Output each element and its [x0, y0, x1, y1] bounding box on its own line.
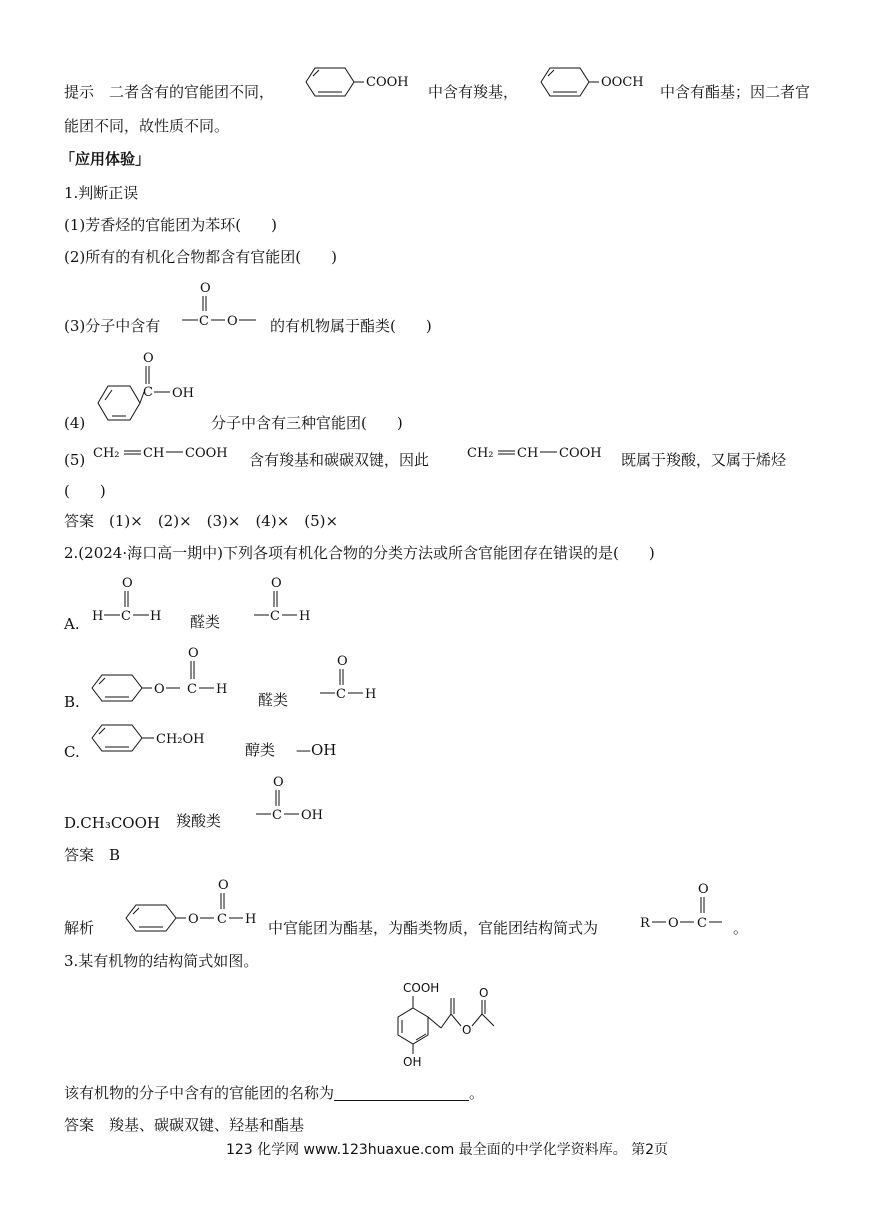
ag-o: O [271, 576, 282, 591]
exp-c: C [217, 912, 227, 927]
ester-group-r-structure [640, 880, 730, 935]
hint-text-1: 二者含有的官能团不同， [109, 83, 275, 101]
q1-title: 1.判断正误 [64, 184, 139, 202]
a-h-left: H [92, 609, 104, 624]
q1-item-5-prefix: (5) [64, 451, 86, 469]
cooh-label-2: COOH [185, 446, 228, 461]
r-o: O [668, 916, 679, 931]
r-label: R [640, 916, 650, 931]
hint-text-4: 能团不同，故性质不同。 [64, 117, 230, 135]
ch2oh-label: CH₂OH [156, 732, 205, 747]
q2-option-a-class: 醛类 [190, 613, 221, 631]
q3-molecule-structure [378, 978, 518, 1078]
q3-cooh: COOH [403, 981, 440, 995]
page-footer: 123 化学网 www.123huaxue.com 最全面的中学化学资料库。 第2页 [225, 1142, 669, 1158]
ester-o-top: O [200, 281, 211, 296]
q3-question-text: 该有机物的分子中含有的官能团的名称为 [64, 1084, 335, 1102]
q2-option-c-class: 醇类 [245, 741, 276, 759]
q2-explanation-end: 。 [733, 919, 749, 937]
q3-answer: 答案 羧基、碳碳双键、羟基和酯基 [64, 1116, 305, 1134]
formaldehyde-structure [92, 574, 172, 629]
hint-text-3: 中含有酯基；因二者官 [660, 83, 811, 101]
carboxyl-group-structure [254, 773, 334, 828]
ester-c: C [199, 314, 209, 329]
q1-answer: 答案 (1)× (2)× (3)× (4)× (5)× [64, 512, 339, 530]
q2-option-c-label: C. [64, 743, 80, 761]
ester-group-structure [176, 280, 266, 330]
benzoic-acid-structure [300, 66, 420, 100]
section-heading: 「应用体验」 [60, 150, 151, 168]
b-h: H [216, 682, 228, 697]
acrylic-acid-structure-1 [93, 442, 243, 464]
q1-item-3-suffix: 的有机物属于酯类( ) [270, 317, 432, 335]
q2-option-c-group: —OH [296, 741, 337, 759]
cooh-label-3: COOH [559, 446, 602, 461]
q3-oh: OH [403, 1055, 422, 1069]
q2-option-b-label: B. [64, 693, 80, 711]
phenyl-formate-structure-exp [122, 876, 272, 936]
r-o-top: O [698, 882, 709, 897]
b-c: C [187, 682, 197, 697]
c-atom: C [143, 385, 153, 400]
a-h-right: H [150, 609, 162, 624]
aldehyde-group-b [318, 652, 388, 707]
b-o-top: O [188, 646, 199, 661]
hint-text-2: 中含有羧基， [428, 83, 519, 101]
ch-label-2: CH [517, 446, 539, 461]
d-c: C [272, 808, 282, 823]
ooch-label: OOCH [601, 75, 644, 90]
q1-item-4-suffix: 分子中含有三种官能团( ) [211, 414, 403, 432]
q2-title: 2.(2024·海口高一期中)下列各项有机化合物的分类方法或所含官能团存在错误的是( ) [64, 544, 655, 562]
hint-line-1 [64, 82, 274, 102]
ch-label: CH [143, 446, 165, 461]
benzoic-acid-structure-2 [90, 348, 210, 428]
benzyl-alcohol-structure [88, 722, 228, 756]
phenyl-formate-structure-b [88, 644, 238, 704]
cooh-label: COOH [366, 75, 409, 90]
exp-o-top: O [218, 878, 229, 893]
q3-o-ester: O [462, 1023, 472, 1037]
ch2-label-2: CH₂ [467, 446, 494, 461]
aldehyde-group-a [252, 574, 322, 629]
bg-o: O [337, 654, 348, 669]
q3-o-top: O [479, 986, 489, 1000]
b-o: O [154, 682, 165, 697]
q2-explanation-text: 中官能团为酯基，为酯类物质，官能团结构简式为 [268, 919, 599, 937]
q3-title: 3.某有机物的结构简式如图。 [64, 952, 259, 970]
phenyl-formate-structure [535, 66, 660, 100]
r-c: C [697, 916, 707, 931]
q2-option-b-class: 醛类 [258, 691, 289, 709]
ester-o: O [227, 314, 238, 329]
a-o: O [122, 576, 133, 591]
ag-c: C [270, 609, 280, 624]
hint-label: 提示 [64, 83, 95, 101]
o-top: O [143, 351, 154, 366]
q3-question [64, 1083, 484, 1103]
q1-item-4-prefix: (4) [64, 414, 86, 432]
q1-item-1: (1)芳香烃的官能团为苯环( ) [64, 216, 277, 234]
exp-h: H [245, 912, 257, 927]
q2-option-d-label: D.CH₃COOH [64, 814, 160, 832]
bg-h: H [365, 687, 377, 702]
ch2-label: CH₂ [93, 446, 120, 461]
a-c: C [121, 609, 131, 624]
bg-c: C [336, 687, 346, 702]
answer-blank[interactable] [334, 1084, 469, 1101]
q2-option-d-class: 羧酸类 [176, 812, 222, 830]
exp-o: O [188, 912, 199, 927]
acrylic-acid-structure-2 [467, 442, 617, 464]
q1-item-3-prefix: (3)分子中含有 [64, 317, 161, 335]
ag-h: H [299, 609, 311, 624]
q3-question-end: 。 [469, 1084, 485, 1102]
q2-explanation-label: 解析 [64, 919, 95, 937]
q1-item-5-suffix: 既属于羧酸，又属于烯烃 [621, 451, 787, 469]
d-o: O [273, 775, 284, 790]
d-oh: OH [301, 808, 323, 823]
q2-option-a-label: A. [64, 615, 80, 633]
q1-item-2: (2)所有的有机化合物都含有官能团( ) [64, 248, 337, 266]
q1-item-5-mid: 含有羧基和碳碳双键，因此 [249, 451, 430, 469]
q1-item-5-bracket: ( ) [64, 482, 106, 500]
q2-answer: 答案 B [64, 846, 121, 864]
oh-label: OH [172, 386, 194, 401]
